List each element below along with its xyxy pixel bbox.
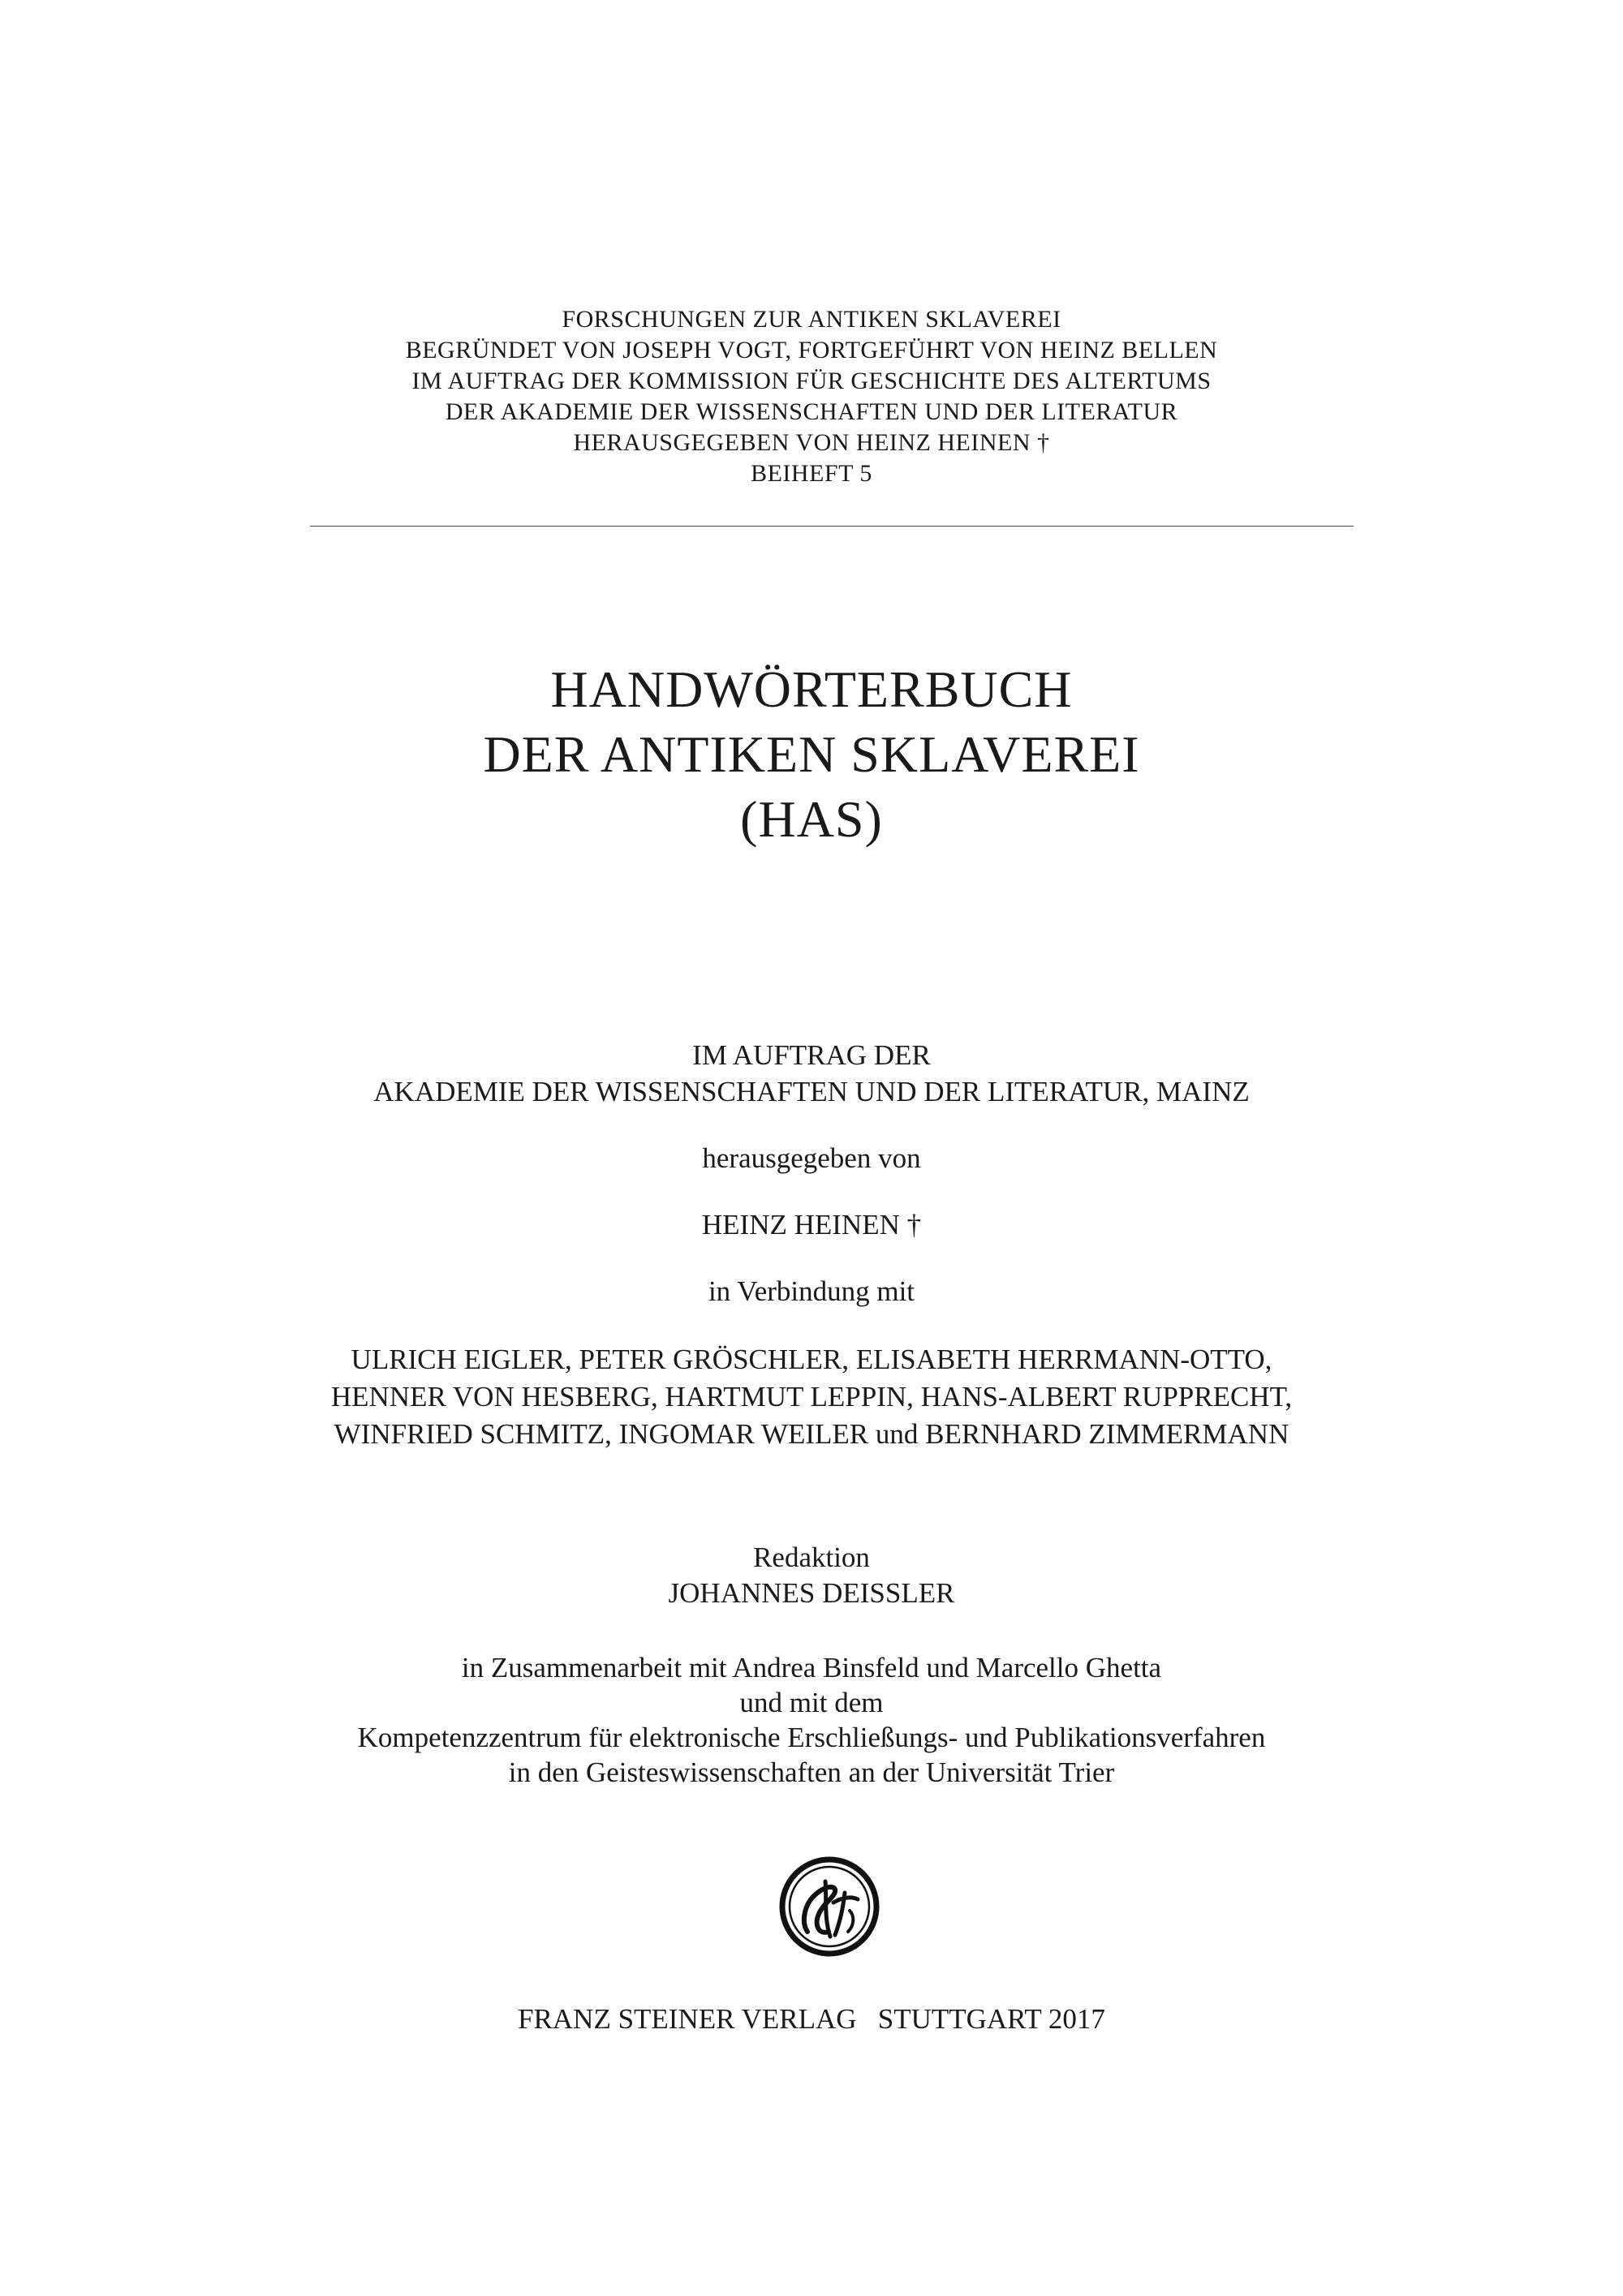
series-commission: IM AUFTRAG DER KOMMISSION FÜR GESCHICHTE DES ALTERTUMS [411,368,1212,394]
collaborators-intro: in Verbindung mit [708,1275,915,1307]
series-title: FORSCHUNGEN ZUR ANTIKEN SKLAVEREI [562,306,1061,333]
series-header [0,304,1623,489]
series-founders: BEGRÜNDET VON JOSEPH VOGT, FORTGEFÜHRT VON HEINZ BELLEN [405,337,1218,363]
cooperation-line-2: und mit dem [739,1687,884,1718]
series-volume: BEIHEFT 5 [751,460,872,487]
cooperation-line-4: in den Geisteswissenschaften an der Universität Trier [508,1756,1115,1788]
series-editor: HERAUSGEGEBEN VON HEINZ HEINEN † [573,429,1050,456]
redaction-label: Redaktion [753,1541,870,1573]
commission-line-2: AKADEMIE DER WISSENSCHAFTEN UND DER LITERATUR, MAINZ [373,1076,1250,1107]
editor-name: HEINZ HEINEN † [701,1209,922,1240]
steiner-publisher-logo-icon [777,1854,882,1959]
cooperation-line-1: in Zusammenarbeit mit Andrea Binsfeld und Marcello Ghetta [461,1652,1162,1683]
collaborators-line-1: ULRICH EIGLER, PETER GRÖSCHLER, ELISABETH HERRMANN-OTTO, [351,1344,1272,1375]
collaborators-line-3: WINFRIED SCHMITZ, INGOMAR WEILER und BERNHARD ZIMMERMANN [334,1418,1289,1450]
book-title-line-2: DER ANTIKEN SKLAVEREI [483,725,1140,783]
commission-line-1: IM AUFTRAG DER [692,1039,931,1071]
redaction-name: JOHANNES DEISSLER [668,1577,955,1609]
collaborators-line-2: HENNER VON HESBERG, HARTMUT LEPPIN, HANS-ALBERT RUPPRECHT, [330,1381,1293,1412]
header-divider [310,526,1354,527]
series-academy: DER AKADEMIE DER WISSENSCHAFTEN UND DER LITERATUR [445,398,1178,425]
editor-intro: herausgegeben von [702,1142,921,1174]
publisher-imprint: FRANZ STEINER VERLAG STUTTGART 2017 [518,2003,1105,2035]
cooperation-line-3: Kompetenzzentrum für elektronische Erschließungs- und Publikationsverfahren [357,1722,1266,1753]
book-title-line-1: HANDWÖRTERBUCH [550,660,1073,718]
book-title-line-3: (HAS) [740,790,883,848]
book-title [0,657,1623,852]
